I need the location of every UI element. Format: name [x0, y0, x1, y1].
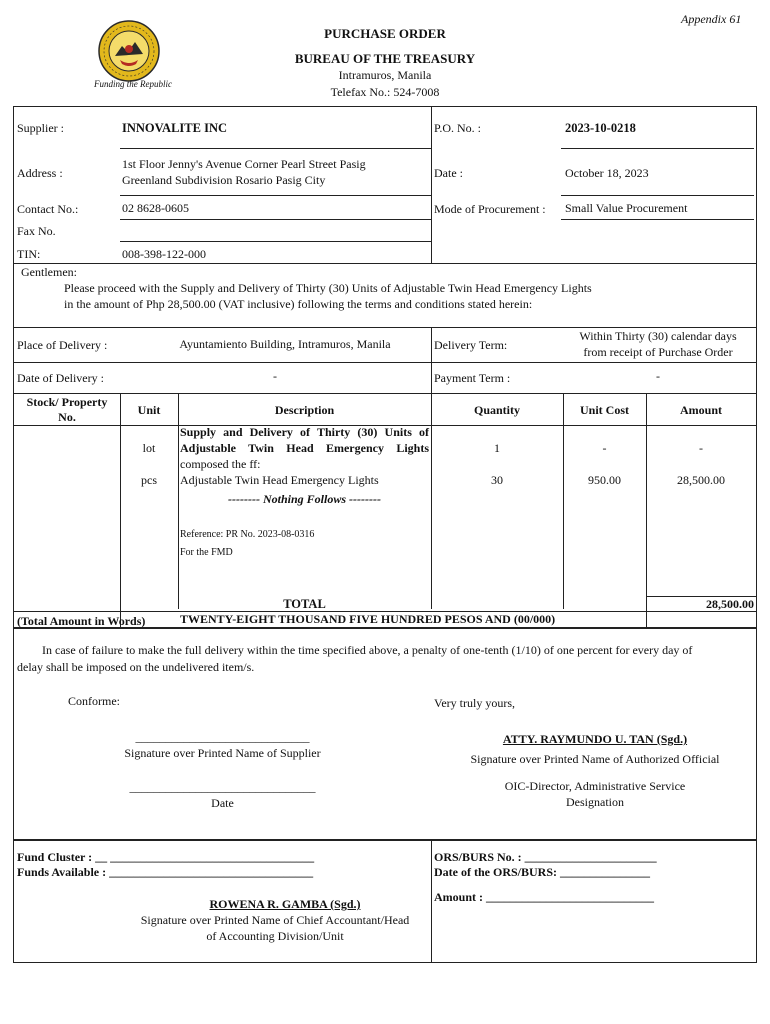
- mode-value: Small Value Procurement: [565, 201, 688, 215]
- payment-term-label: Payment Term :: [434, 371, 511, 385]
- letter-line-1: Please proceed with the Supply and Delivery of Thirty (30) Units of Adjustable Twin Head Emergency Lights: [64, 281, 592, 295]
- date-caption: Date: [211, 796, 234, 810]
- official-caption: Signature over Printed Name of Authorized Official: [470, 752, 720, 766]
- date-of-delivery-label: Date of Delivery :: [17, 371, 104, 385]
- accountant-name: ROWENA R. GAMBA (Sgd.): [209, 897, 361, 911]
- reference-note: Reference: PR No. 2023-08-0316: [180, 529, 315, 540]
- designation-caption: Designation: [566, 795, 624, 809]
- agency-telefax: Telefax No.: 524-7008: [330, 85, 440, 99]
- date-of-delivery-value: -: [273, 369, 277, 383]
- appendix-label: Appendix 61: [681, 12, 742, 26]
- ors-burs-date: Date of the ORS/BURS: _______________: [434, 865, 650, 879]
- col-header-quantity: Quantity: [473, 403, 520, 417]
- delivery-term-line-2: from receipt of Purchase Order: [583, 345, 733, 359]
- item-desc-line-1: Supply and Delivery of Thirty (30) Units of: [180, 425, 429, 439]
- row-quantity: 1: [494, 441, 500, 455]
- fund-cluster: Fund Cluster : __ __________________________________: [17, 850, 315, 864]
- col-header-stock: Stock/ Property: [26, 395, 108, 409]
- col-header-amount: Amount: [679, 403, 722, 417]
- address-line-1: 1st Floor Jenny's Avenue Corner Pearl Street Pasig: [122, 157, 366, 171]
- penalty-line-1: In case of failure to make the full delivery within the time specified above, a penalty of one-tenth (1/10) of one percent for every day of: [42, 643, 693, 657]
- seal-motto: Funding the Republic: [94, 79, 172, 89]
- row-amount: -: [699, 441, 703, 455]
- total-words-value: TWENTY-EIGHT THOUSAND FIVE HUNDRED PESOS AND (00/000): [180, 612, 556, 626]
- date-signature-line: _______________________________: [129, 780, 316, 794]
- po-number-label: P.O. No. :: [434, 121, 482, 135]
- item-desc-line-2: Adjustable Twin Head Emergency Lights: [180, 441, 429, 455]
- designation-value: OIC-Director, Administrative Service: [504, 779, 686, 793]
- supplier-value: INNOVALITE INC: [122, 121, 228, 135]
- total-value: 28,500.00: [706, 597, 754, 611]
- salutation: Gentlemen:: [21, 265, 77, 279]
- payment-term-value: -: [656, 369, 660, 383]
- supplier-po-divider: [431, 106, 432, 263]
- ors-burs-no: ORS/BURS No. : ______________________: [434, 850, 657, 864]
- place-of-delivery-value: Ayuntamiento Building, Intramuros, Manila: [179, 337, 391, 351]
- supplier-signature-caption: Signature over Printed Name of Supplier: [124, 746, 321, 760]
- very-truly-yours: Very truly yours,: [434, 696, 515, 710]
- accountant-caption-1: Signature over Printed Name of Chief Accountant/Head: [140, 913, 410, 927]
- col-header-stock-no: No.: [58, 410, 76, 424]
- total-label: TOTAL: [283, 597, 326, 611]
- treasury-seal-icon: [98, 20, 160, 82]
- nothing-follows: -------- Nothing Follows --------: [228, 492, 381, 506]
- supplier-signature-line: _____________________________: [135, 730, 310, 744]
- row-description: Adjustable Twin Head Emergency Lights: [180, 473, 379, 487]
- letter-line-2: in the amount of Php 28,500.00 (VAT inclusive) following the terms and conditions stated herein:: [64, 297, 533, 311]
- address-label: Address :: [17, 166, 63, 180]
- document-title: PURCHASE ORDER: [324, 26, 446, 41]
- penalty-line-2: delay shall be imposed on the undelivered item/s.: [17, 660, 255, 674]
- po-number-value: 2023-10-0218: [565, 121, 636, 135]
- for-note: For the FMD: [180, 547, 233, 558]
- col-header-unit: Unit: [137, 403, 161, 417]
- row-unit-cost: 950.00: [588, 473, 621, 487]
- official-name: ATTY. RAYMUNDO U. TAN (Sgd.): [502, 732, 688, 746]
- col-header-unit-cost: Unit Cost: [579, 403, 629, 417]
- contact-label: Contact No.:: [17, 202, 79, 216]
- place-of-delivery-label: Place of Delivery :: [17, 338, 108, 352]
- contact-value: 02 8628-0605: [122, 201, 189, 215]
- row-unit: pcs: [141, 473, 157, 487]
- row-unit-cost: -: [602, 441, 607, 455]
- conforme-label: Conforme:: [68, 694, 120, 708]
- funds-available: Funds Available : __________________________________: [17, 865, 314, 879]
- row-amount: 28,500.00: [677, 473, 725, 487]
- col-header-description: Description: [274, 403, 335, 417]
- date-label: Date :: [434, 166, 463, 180]
- date-value: October 18, 2023: [565, 166, 649, 180]
- agency-name: BUREAU OF THE TREASURY: [294, 51, 476, 66]
- tin-value: 008-398-122-000: [122, 247, 206, 261]
- delivery-term-label: Delivery Term:: [434, 338, 508, 352]
- row-quantity: 30: [491, 473, 503, 487]
- accountant-caption-2: of Accounting Division/Unit: [206, 929, 344, 943]
- item-desc-line-3: composed the ff:: [180, 457, 261, 471]
- fax-label: Fax No.: [17, 224, 56, 238]
- delivery-term-line-1: Within Thirty (30) calendar days: [579, 329, 737, 343]
- agency-address: Intramuros, Manila: [338, 68, 432, 82]
- mode-label: Mode of Procurement :: [434, 202, 546, 216]
- supplier-label: Supplier :: [17, 121, 64, 135]
- ors-burs-amount: Amount : ____________________________: [434, 890, 655, 904]
- total-words-label: (Total Amount in Words): [17, 614, 146, 628]
- row-unit: lot: [142, 441, 156, 455]
- tin-label: TIN:: [17, 247, 41, 261]
- address-line-2: Greenland Subdivision Rosario Pasig City: [122, 173, 326, 187]
